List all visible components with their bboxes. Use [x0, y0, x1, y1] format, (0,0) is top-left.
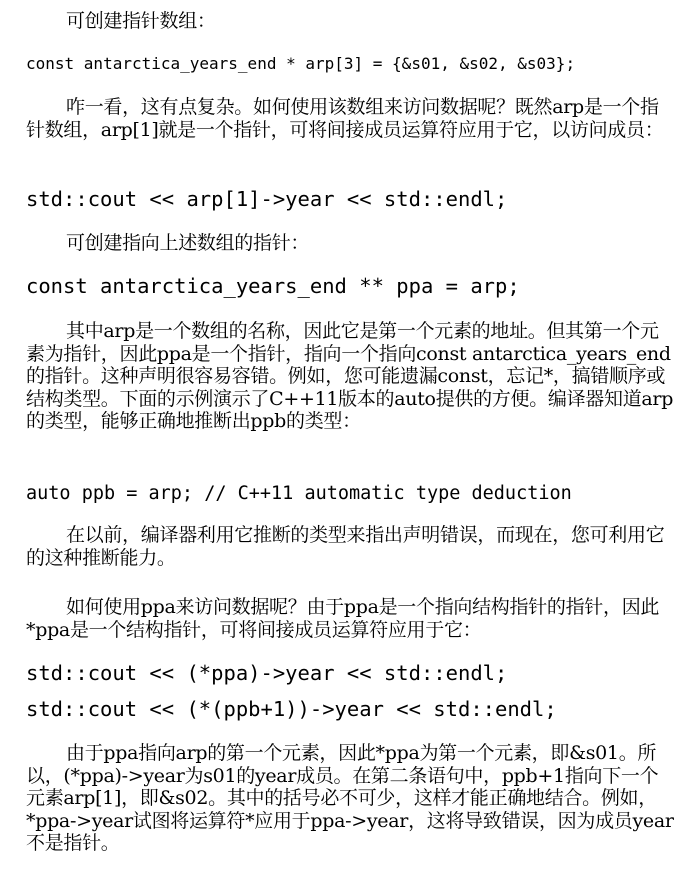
code-ppa-declaration: const antarctica_years_end ** ppa = arp;: [26, 274, 520, 298]
code-cout-ppb: std::cout << (*(ppb+1))->year << std::endl;: [26, 697, 557, 721]
code-cout-arp: std::cout << arp[1]->year << std::endl;: [26, 187, 508, 211]
code-auto-ppb: auto ppb = arp; // C++11 automatic type deduction: [26, 483, 572, 504]
code-array-declaration: const antarctica_years_end * arp[3] = {&s01, &s02, &s03};: [26, 54, 576, 73]
code-cout-ppa: std::cout << (*ppa)->year << std::endl;: [26, 661, 508, 685]
paragraph-create-pointer-array: 可创建指针数组：: [66, 10, 216, 32]
paragraph-pointer-to-array: 可创建指向上述数组的指针：: [66, 232, 310, 254]
paragraph-type-deduction: 在以前，编译器利用它推断的类型来指出声明错误，而现在，您可利用它的这种推断能力。: [26, 524, 665, 569]
paragraph-final-explanation: 由于ppa指向arp的第一个元素，因此*ppa为第一个元素，即&s01。所以，(*ppa)->year为s01的year成员。在第二条语句中，ppb+1指向下一个元素arp[1]，即&s02。其中的括号必不可少，这样才能正确地结合。例如，*ppa->year试图将运算符*应用于ppa->year，这将导致错误，因为成员year不是指针。: [26, 742, 674, 854]
paragraph-arp-explanation: 其中arp是一个数组的名称，因此它是第一个元素的地址。但其第一个元素为指针，因此ppa是一个指针，指向一个指向const antarctica_years_end的指针。这种声明很容易容错。例如，您可能遗漏const，忘记*，搞错顺序或结构类型。下面的示例演示了C++11版本的auto提供的方便。编译器知道arp的类型，能够正确地推断出ppb的类型：: [26, 320, 674, 432]
paragraph-access-array: 咋一看，这有点复杂。如何使用该数组来访问数据呢？既然arp是一个指针数组，arp[1]就是一个指针，可将间接成员运算符应用于它，以访问成员：: [26, 96, 664, 141]
paragraph-ppa-access: 如何使用ppa来访问数据呢？由于ppa是一个指向结构指针的指针，因此*ppa是一个结构指针，可将间接成员运算符应用于它：: [26, 596, 660, 641]
